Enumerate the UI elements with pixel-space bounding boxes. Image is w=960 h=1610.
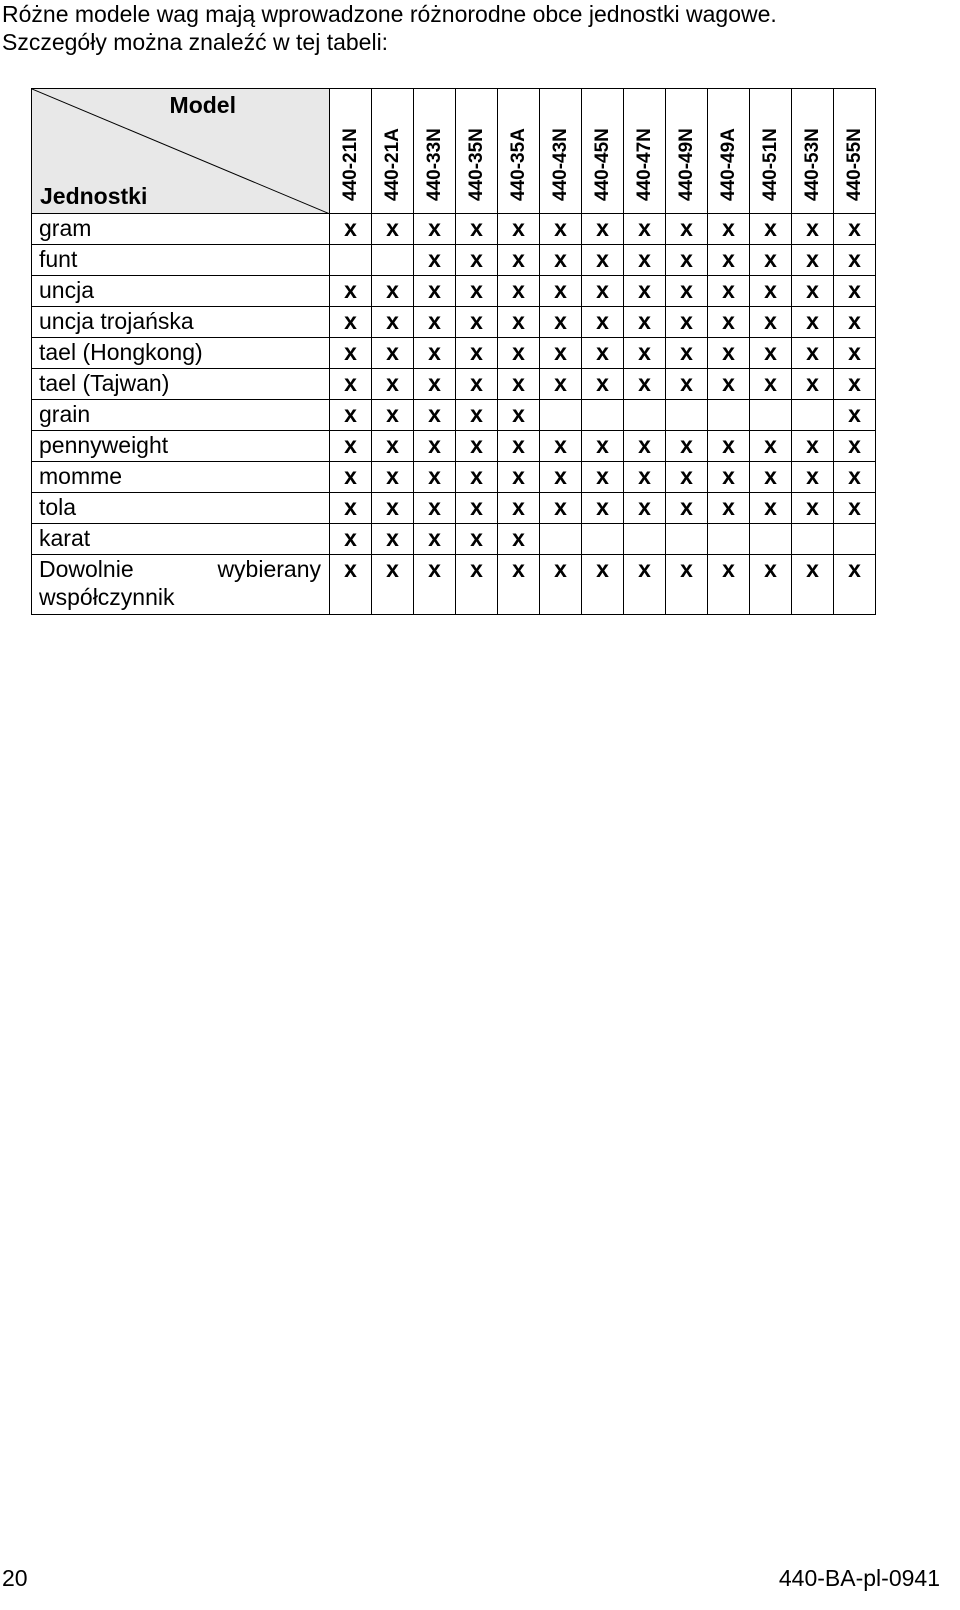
model-header-label: 440-43N	[549, 128, 571, 201]
support-mark-cell: x	[582, 245, 624, 276]
support-mark-cell: x	[582, 555, 624, 615]
support-mark-cell: x	[456, 431, 498, 462]
support-mark-cell: x	[708, 555, 750, 615]
support-mark-cell: x	[456, 214, 498, 245]
unit-name-cell: funt	[32, 245, 330, 276]
units-table	[31, 88, 876, 615]
support-mark-cell: x	[330, 524, 372, 555]
model-header-2	[414, 89, 456, 214]
page-number: 20	[2, 1565, 28, 1591]
support-mark-cell: x	[456, 245, 498, 276]
support-mark-cell	[666, 524, 708, 555]
support-mark-cell: x	[498, 400, 540, 431]
support-mark-cell: x	[792, 369, 834, 400]
support-mark-cell: x	[498, 493, 540, 524]
support-mark-cell: x	[834, 307, 876, 338]
support-mark-cell: x	[750, 493, 792, 524]
support-mark-cell: x	[624, 276, 666, 307]
intro-line-1: Różne modele wag mają wprowadzone różnorodne obce jednostki wagowe.	[2, 1, 777, 27]
model-header-label: 440-35A	[507, 128, 529, 201]
support-mark-cell: x	[708, 462, 750, 493]
support-mark-cell: x	[834, 369, 876, 400]
model-header-label: 440-21A	[381, 128, 403, 201]
support-mark-cell: x	[456, 369, 498, 400]
support-mark-cell: x	[624, 307, 666, 338]
support-mark-cell: x	[666, 245, 708, 276]
model-header-label: 440-33N	[423, 128, 445, 201]
support-mark-cell: x	[666, 369, 708, 400]
support-mark-cell: x	[330, 338, 372, 369]
support-mark-cell: x	[414, 493, 456, 524]
table-row	[32, 493, 876, 524]
support-mark-cell: x	[624, 493, 666, 524]
table-corner-cell	[32, 89, 330, 214]
support-mark-cell: x	[666, 493, 708, 524]
support-mark-cell: x	[792, 431, 834, 462]
support-mark-cell: x	[456, 493, 498, 524]
support-mark-cell: x	[582, 431, 624, 462]
support-mark-cell: x	[750, 245, 792, 276]
support-mark-cell: x	[624, 369, 666, 400]
support-mark-cell: x	[834, 245, 876, 276]
support-mark-cell: x	[414, 276, 456, 307]
support-mark-cell	[540, 524, 582, 555]
support-mark-cell: x	[750, 462, 792, 493]
support-mark-cell: x	[750, 555, 792, 615]
table-row	[32, 214, 876, 245]
model-header-label: 440-49N	[675, 128, 697, 201]
model-header-11	[792, 89, 834, 214]
model-header-4	[498, 89, 540, 214]
support-mark-cell: x	[540, 493, 582, 524]
model-header-label: 440-55N	[843, 128, 865, 201]
support-mark-cell: x	[792, 307, 834, 338]
support-mark-cell: x	[414, 245, 456, 276]
support-mark-cell: x	[498, 338, 540, 369]
support-mark-cell: x	[414, 307, 456, 338]
document-code: 440-BA-pl-0941	[778, 1565, 940, 1591]
support-mark-cell: x	[666, 214, 708, 245]
support-mark-cell: x	[666, 338, 708, 369]
support-mark-cell: x	[792, 462, 834, 493]
support-mark-cell	[540, 400, 582, 431]
support-mark-cell	[708, 400, 750, 431]
support-mark-cell: x	[666, 307, 708, 338]
support-mark-cell	[624, 524, 666, 555]
support-mark-cell	[792, 524, 834, 555]
support-mark-cell: x	[372, 555, 414, 615]
support-mark-cell: x	[414, 555, 456, 615]
support-mark-cell: x	[414, 338, 456, 369]
table-row	[32, 431, 876, 462]
corner-units-label: Jednostki	[40, 183, 148, 209]
support-mark-cell: x	[456, 307, 498, 338]
table-row	[32, 462, 876, 493]
support-mark-cell: x	[792, 214, 834, 245]
model-header-1	[372, 89, 414, 214]
support-mark-cell: x	[372, 431, 414, 462]
support-mark-cell: x	[540, 462, 582, 493]
model-header-6	[582, 89, 624, 214]
support-mark-cell: x	[750, 369, 792, 400]
support-mark-cell: x	[372, 276, 414, 307]
support-mark-cell: x	[498, 462, 540, 493]
support-mark-cell: x	[414, 524, 456, 555]
support-mark-cell: x	[708, 493, 750, 524]
support-mark-cell: x	[624, 462, 666, 493]
support-mark-cell: x	[834, 338, 876, 369]
support-mark-cell: x	[834, 276, 876, 307]
support-mark-cell: x	[666, 462, 708, 493]
support-mark-cell: x	[330, 214, 372, 245]
support-mark-cell: x	[666, 555, 708, 615]
support-mark-cell: x	[456, 555, 498, 615]
support-mark-cell: x	[540, 276, 582, 307]
support-mark-cell: x	[330, 493, 372, 524]
support-mark-cell: x	[372, 493, 414, 524]
support-mark-cell: x	[498, 524, 540, 555]
unit-name-cell: Dowolnie wybierany współczynnik	[32, 555, 330, 615]
support-mark-cell: x	[372, 307, 414, 338]
support-mark-cell: x	[498, 307, 540, 338]
support-mark-cell: x	[834, 462, 876, 493]
support-mark-cell: x	[498, 245, 540, 276]
model-header-label: 440-45N	[591, 128, 613, 201]
unit-name-cell: karat	[32, 524, 330, 555]
support-mark-cell: x	[792, 493, 834, 524]
support-mark-cell: x	[582, 276, 624, 307]
model-header-12	[834, 89, 876, 214]
support-mark-cell: x	[834, 214, 876, 245]
support-mark-cell: x	[372, 369, 414, 400]
support-mark-cell: x	[456, 276, 498, 307]
support-mark-cell: x	[456, 400, 498, 431]
table-row	[32, 369, 876, 400]
support-mark-cell: x	[750, 431, 792, 462]
support-mark-cell: x	[834, 400, 876, 431]
support-mark-cell: x	[414, 214, 456, 245]
support-mark-cell: x	[540, 338, 582, 369]
corner-model-label: Model	[169, 92, 236, 118]
support-mark-cell	[750, 524, 792, 555]
support-mark-cell: x	[582, 369, 624, 400]
support-mark-cell: x	[330, 555, 372, 615]
support-mark-cell: x	[414, 431, 456, 462]
support-mark-cell	[792, 400, 834, 431]
unit-name-cell: uncja trojańska	[32, 307, 330, 338]
model-header-label: 440-49A	[717, 128, 739, 201]
support-mark-cell: x	[750, 307, 792, 338]
header-row	[32, 89, 876, 214]
support-mark-cell: x	[540, 555, 582, 615]
support-mark-cell: x	[330, 369, 372, 400]
support-mark-cell	[372, 245, 414, 276]
model-header-5	[540, 89, 582, 214]
table-row	[32, 245, 876, 276]
support-mark-cell: x	[792, 245, 834, 276]
support-mark-cell: x	[456, 338, 498, 369]
support-mark-cell: x	[624, 555, 666, 615]
support-mark-cell: x	[456, 462, 498, 493]
support-mark-cell: x	[330, 276, 372, 307]
support-mark-cell	[750, 400, 792, 431]
support-mark-cell: x	[834, 431, 876, 462]
support-mark-cell: x	[498, 276, 540, 307]
support-mark-cell: x	[834, 555, 876, 615]
model-header-8	[666, 89, 708, 214]
model-header-label: 440-35N	[465, 128, 487, 201]
support-mark-cell: x	[456, 524, 498, 555]
unit-name-cell: gram	[32, 214, 330, 245]
support-mark-cell: x	[624, 338, 666, 369]
support-mark-cell: x	[498, 369, 540, 400]
unit-name-cell: momme	[32, 462, 330, 493]
support-mark-cell: x	[372, 524, 414, 555]
support-mark-cell: x	[750, 338, 792, 369]
intro-text	[2, 0, 777, 56]
support-mark-cell: x	[540, 307, 582, 338]
support-mark-cell	[582, 400, 624, 431]
unit-name-cell: tael (Tajwan)	[32, 369, 330, 400]
table-row	[32, 276, 876, 307]
support-mark-cell: x	[330, 462, 372, 493]
support-mark-cell: x	[708, 245, 750, 276]
table-row	[32, 338, 876, 369]
support-mark-cell: x	[624, 245, 666, 276]
support-mark-cell: x	[540, 431, 582, 462]
support-mark-cell: x	[582, 307, 624, 338]
support-mark-cell: x	[792, 276, 834, 307]
model-header-label: 440-53N	[801, 128, 823, 201]
support-mark-cell: x	[330, 400, 372, 431]
support-mark-cell: x	[708, 214, 750, 245]
model-header-label: 440-51N	[759, 128, 781, 201]
model-header-label: 440-21N	[339, 128, 361, 201]
table-row	[32, 400, 876, 431]
support-mark-cell: x	[540, 369, 582, 400]
support-mark-cell: x	[582, 214, 624, 245]
unit-name-cell: tola	[32, 493, 330, 524]
support-mark-cell: x	[750, 214, 792, 245]
support-mark-cell: x	[372, 462, 414, 493]
table-row	[32, 555, 876, 615]
intro-line-2: Szczegóły można znaleźć w tej tabeli:	[2, 29, 389, 55]
support-mark-cell: x	[540, 214, 582, 245]
support-mark-cell	[834, 524, 876, 555]
support-mark-cell: x	[330, 431, 372, 462]
support-mark-cell: x	[372, 338, 414, 369]
support-mark-cell: x	[540, 245, 582, 276]
support-mark-cell: x	[708, 369, 750, 400]
support-mark-cell: x	[582, 462, 624, 493]
model-header-9	[708, 89, 750, 214]
support-mark-cell: x	[708, 431, 750, 462]
table-row	[32, 524, 876, 555]
support-mark-cell: x	[582, 338, 624, 369]
model-header-3	[456, 89, 498, 214]
support-mark-cell	[708, 524, 750, 555]
support-mark-cell: x	[708, 338, 750, 369]
support-mark-cell: x	[834, 493, 876, 524]
support-mark-cell: x	[372, 214, 414, 245]
model-header-label: 440-47N	[633, 128, 655, 201]
model-header-7	[624, 89, 666, 214]
support-mark-cell: x	[750, 276, 792, 307]
support-mark-cell	[330, 245, 372, 276]
support-mark-cell: x	[624, 214, 666, 245]
model-header-0	[330, 89, 372, 214]
support-mark-cell: x	[624, 431, 666, 462]
support-mark-cell: x	[498, 214, 540, 245]
support-mark-cell: x	[666, 431, 708, 462]
table-body	[32, 214, 876, 615]
model-header-10	[750, 89, 792, 214]
support-mark-cell: x	[414, 400, 456, 431]
unit-name-cell: tael (Hongkong)	[32, 338, 330, 369]
support-mark-cell: x	[372, 400, 414, 431]
table-row	[32, 307, 876, 338]
support-mark-cell: x	[414, 462, 456, 493]
unit-name-cell: grain	[32, 400, 330, 431]
support-mark-cell: x	[708, 276, 750, 307]
support-mark-cell: x	[498, 555, 540, 615]
support-mark-cell: x	[498, 431, 540, 462]
support-mark-cell	[624, 400, 666, 431]
support-mark-cell: x	[330, 307, 372, 338]
unit-name-cell: pennyweight	[32, 431, 330, 462]
support-mark-cell	[666, 400, 708, 431]
support-mark-cell: x	[792, 338, 834, 369]
support-mark-cell: x	[414, 369, 456, 400]
support-mark-cell	[582, 524, 624, 555]
support-mark-cell: x	[582, 493, 624, 524]
support-mark-cell: x	[792, 555, 834, 615]
unit-name-cell: uncja	[32, 276, 330, 307]
support-mark-cell: x	[666, 276, 708, 307]
support-mark-cell: x	[708, 307, 750, 338]
